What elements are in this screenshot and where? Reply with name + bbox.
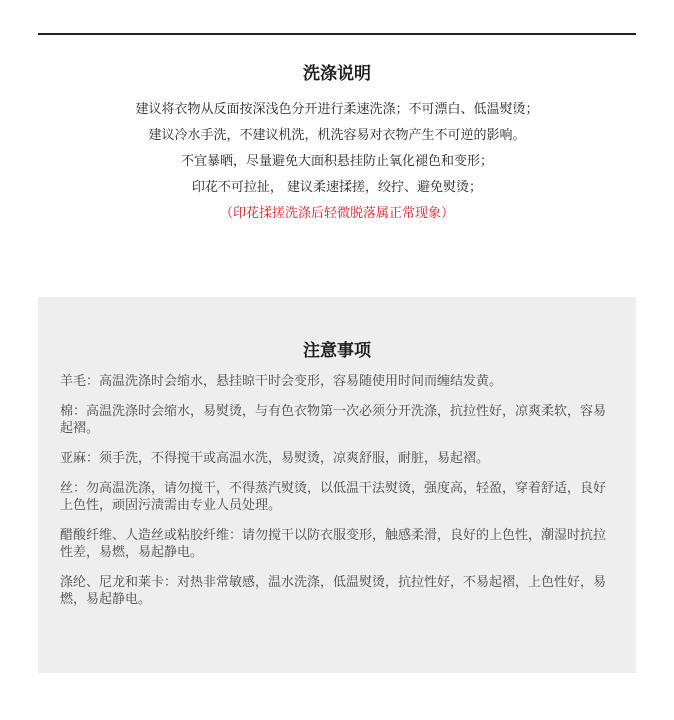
care-notice-item-linen: 亚麻：须手洗，不得搅干或高温水洗，易熨烫，凉爽舒服，耐脏，易起褶。	[60, 451, 490, 466]
wash-instruction-line: 印花不可拉扯， 建议柔速揉搓，绞拧、避免熨烫；	[191, 180, 483, 195]
wash-instructions-title: 洗涤说明	[303, 64, 371, 84]
care-notice-item-wool: 羊毛：高温洗涤时会缩水，悬挂晾干时会变形，容易随使用时间而缠结发黄。	[60, 374, 503, 389]
top-divider	[38, 33, 636, 35]
care-notice-item-polyester-nylon: 涤纶、尼龙和莱卡：对热非常敏感，温水洗涤，低温熨烫，抗拉性好，不易起褶，上色性好，易燃，易起静电。	[60, 575, 607, 607]
care-notice-list	[60, 373, 618, 621]
print-fading-note: （印花揉搓洗涤后轻微脱落属正常现象）	[219, 206, 454, 221]
care-notice-title: 注意事项	[303, 341, 371, 362]
care-notice-item-silk: 丝：勿高温洗涤，请勿搅干，不得蒸汽熨烫，以低温干法熨烫，强度高，轻盈，穿着舒适，良好上色性，顽固污渍需由专业人员处理。	[60, 481, 607, 513]
care-notice-panel	[38, 297, 636, 673]
wash-instruction-line: 建议冷水手洗，不建议机洗，机洗容易对衣物产生不可逆的影响。	[148, 128, 526, 143]
wash-instruction-line: 建议将衣物从反面按深浅色分开进行柔速洗涤；不可漂白、低温熨烫；	[135, 102, 539, 117]
care-notice-item-cotton: 棉：高温洗涤时会缩水，易熨烫，与有色衣物第一次必须分开洗涤，抗拉性好，凉爽柔软，容易起褶。	[60, 404, 607, 436]
care-notice-item-acetate-rayon: 醋酸纤维、人造丝或粘胶纤维：请勿搅干以防衣服变形，触感柔滑，良好的上色性，潮湿时抗拉性差，易燃，易起静电。	[60, 528, 607, 560]
wash-instructions-section	[0, 62, 674, 229]
wash-instruction-line: 不宜暴晒，尽量避免大面积悬挂防止氧化褪色和变形；	[180, 154, 493, 169]
